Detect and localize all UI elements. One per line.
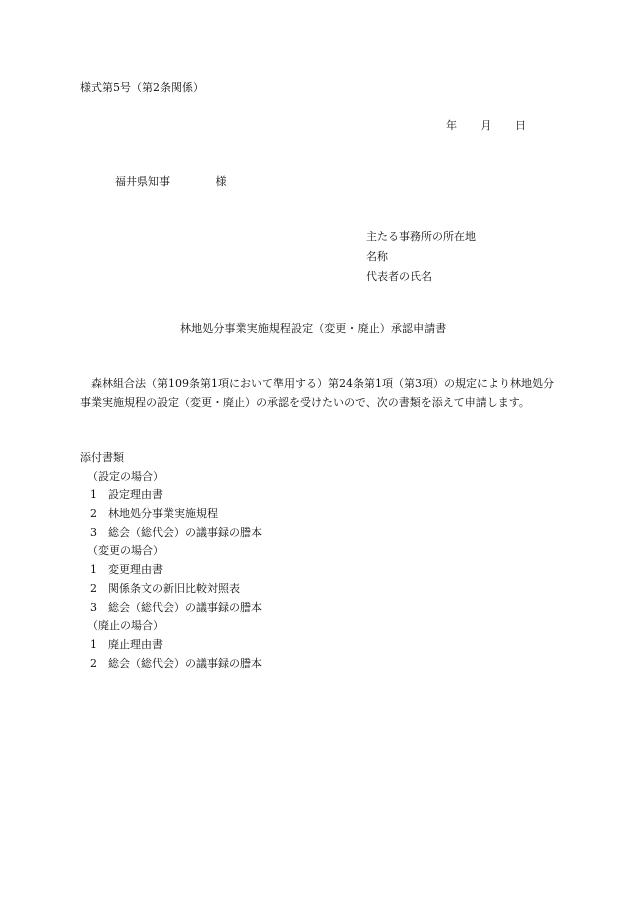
attachment-item <box>80 527 262 546</box>
attachment-item <box>80 489 262 508</box>
body-text <box>80 378 562 416</box>
attachment-item <box>80 658 262 677</box>
addressee-title: 福井県知事 <box>115 175 170 188</box>
attachment-item-number: 2 <box>90 507 97 521</box>
attachment-item-number: 1 <box>90 637 97 651</box>
group-label-abolition: （廃止の場合） <box>87 619 164 633</box>
attachment-item-number: 3 <box>90 600 97 614</box>
attachment-item-text: 林地処分事業実施規程 <box>108 507 218 521</box>
applicant-address-label: 主たる事務所の所在地 <box>366 230 476 243</box>
attachment-item-text: 総会（総代会）の議事録の謄本 <box>108 656 262 670</box>
attachment-item-text: 総会（総代会）の議事録の謄本 <box>108 525 262 539</box>
attachment-item <box>80 639 262 658</box>
attachment-item-text: 設定理由書 <box>108 488 163 502</box>
date-line <box>446 120 526 131</box>
group-label-setting: （設定の場合） <box>87 469 164 483</box>
attachment-item-number: 2 <box>90 581 97 595</box>
attachment-item-text: 総会（総代会）の議事録の謄本 <box>108 600 262 614</box>
attachments-heading: 添付書類 <box>80 451 124 464</box>
attachment-item-number: 1 <box>90 488 97 502</box>
attachment-item-number: 1 <box>90 563 97 577</box>
body-line-2: 事業実施規程の設定（変更・廃止）の承認を受けたいので、次の書類を添えて申請します。 <box>80 396 530 409</box>
applicant-block <box>366 231 476 291</box>
attachment-item-text: 変更理由書 <box>108 563 163 577</box>
attachment-item-number: 2 <box>90 656 97 670</box>
date-year-label: 年 <box>446 119 457 132</box>
applicant-name-label: 名称 <box>366 250 388 263</box>
group-label-change: （変更の場合） <box>87 544 164 558</box>
date-day-label: 日 <box>515 119 526 132</box>
attachment-item <box>80 602 262 621</box>
form-number: 様式第5号（第2条関係） <box>80 81 204 94</box>
attachments-section <box>80 452 262 676</box>
attachment-item <box>80 508 262 527</box>
date-month-label: 月 <box>480 119 492 132</box>
attachment-item-text: 関係条文の新旧比較対照表 <box>108 581 240 595</box>
addressee-honorific: 様 <box>215 175 227 188</box>
document-title: 林地処分事業実施規程設定（変更・廃止）承認申請書 <box>180 322 447 335</box>
addressee-line <box>115 176 227 187</box>
attachment-item <box>80 564 262 583</box>
attachment-item-number: 3 <box>90 525 97 539</box>
attachment-item <box>80 583 262 602</box>
applicant-representative-label: 代表者の氏名 <box>366 270 432 283</box>
attachment-item-text: 廃止理由書 <box>108 637 163 651</box>
body-line-1: 森林組合法（第109条第1項において準用する）第24条第1項（第3項）の規定により林地処分 <box>91 377 554 390</box>
